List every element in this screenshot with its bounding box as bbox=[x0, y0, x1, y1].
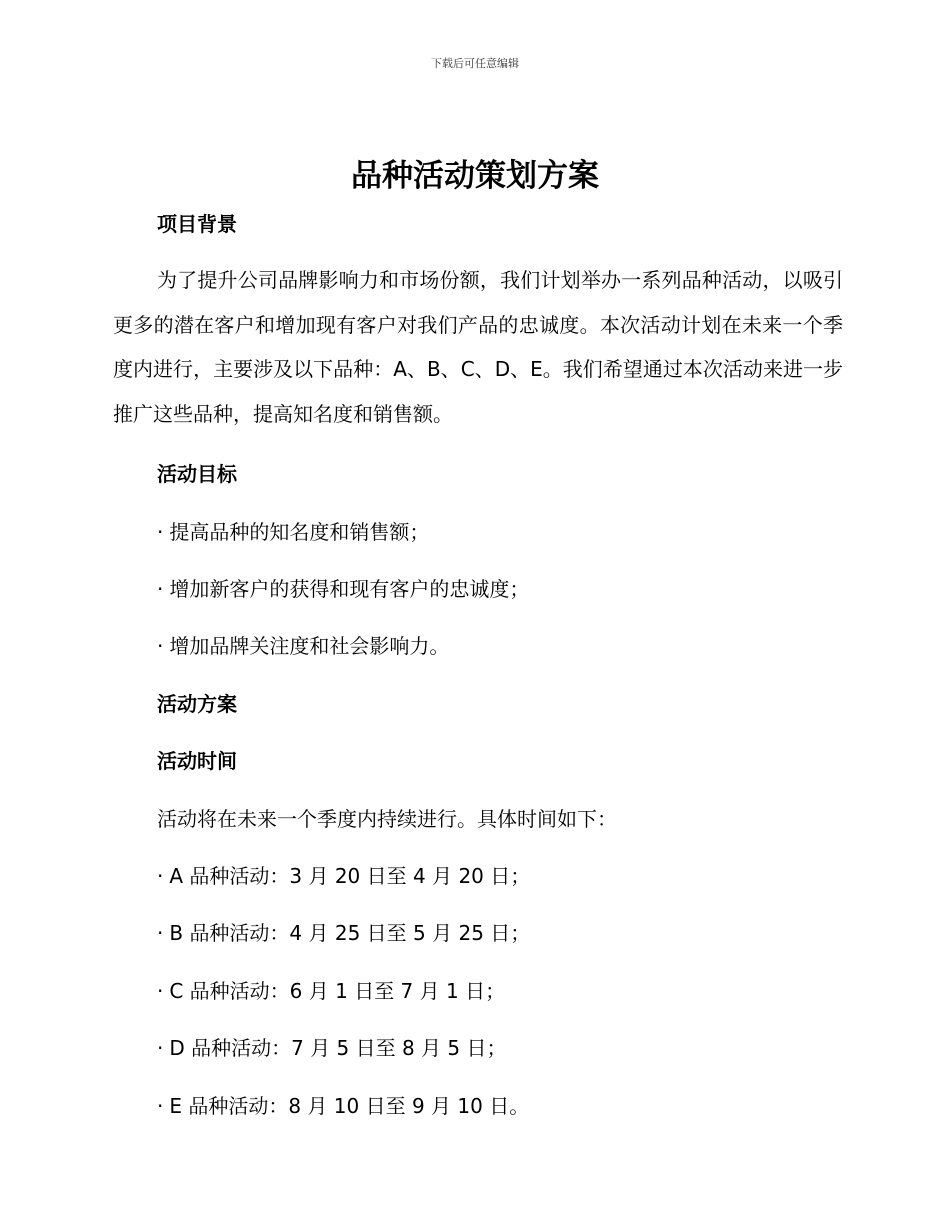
goal-item bbox=[157, 630, 449, 659]
schedule-item-text: E 品种活动：8 月 10 日至 9 月 10 日。 bbox=[169, 1094, 530, 1118]
bullet-dot: · bbox=[157, 1036, 164, 1060]
bullet-dot: · bbox=[157, 979, 164, 1003]
schedule-item-text: C 品种活动：6 月 1 日至 7 月 1 日； bbox=[169, 979, 506, 1003]
goal-item-text: 增加新客户的获得和现有客户的忠诚度； bbox=[169, 577, 530, 601]
schedule-intro: 活动将在未来一个季度内持续进行。具体时间如下： bbox=[157, 807, 617, 831]
schedule-item bbox=[157, 860, 530, 889]
document-title: 品种活动策划方案 bbox=[351, 158, 599, 194]
bullet-dot: · bbox=[157, 921, 164, 945]
header-note: 下载后可任意编辑 bbox=[431, 57, 519, 70]
heading-schedule: 活动时间 bbox=[157, 749, 237, 773]
schedule-item-text: D 品种活动：7 月 5 日至 8 月 5 日； bbox=[169, 1036, 507, 1060]
heading-goals: 活动目标 bbox=[157, 462, 237, 486]
schedule-item-text: A 品种活动：3 月 20 日至 4 月 20 日； bbox=[169, 864, 531, 888]
schedule-item bbox=[157, 917, 530, 946]
schedule-item bbox=[157, 1090, 529, 1119]
heading-plan: 活动方案 bbox=[157, 692, 237, 716]
bullet-dot: · bbox=[157, 864, 164, 888]
goal-item bbox=[157, 516, 429, 545]
schedule-item bbox=[157, 1032, 507, 1061]
bullet-dot: · bbox=[157, 520, 164, 544]
goal-item-text: 提高品种的知名度和销售额； bbox=[169, 520, 430, 544]
paragraph-background: 为了提升公司品牌影响力和市场份额，我们计划举办一系列品种活动，以吸引更多的潜在客户和增加现有客户对我们产品的忠诚度。本次活动计划在未来一个季度内进行，主要涉及以下品种：A、B、C、D、E。我们希望通过本次活动来进一步推广这些品种，提高知名度和销售额。 bbox=[113, 268, 843, 426]
heading-background: 项目背景 bbox=[157, 212, 237, 236]
goal-item bbox=[157, 573, 529, 602]
bullet-dot: · bbox=[157, 634, 164, 658]
bullet-dot: · bbox=[157, 577, 164, 601]
schedule-item-text: B 品种活动：4 月 25 日至 5 月 25 日； bbox=[169, 921, 531, 945]
goal-item-text: 增加品牌关注度和社会影响力。 bbox=[169, 634, 450, 658]
schedule-item bbox=[157, 975, 505, 1004]
bullet-dot: · bbox=[157, 1094, 164, 1118]
